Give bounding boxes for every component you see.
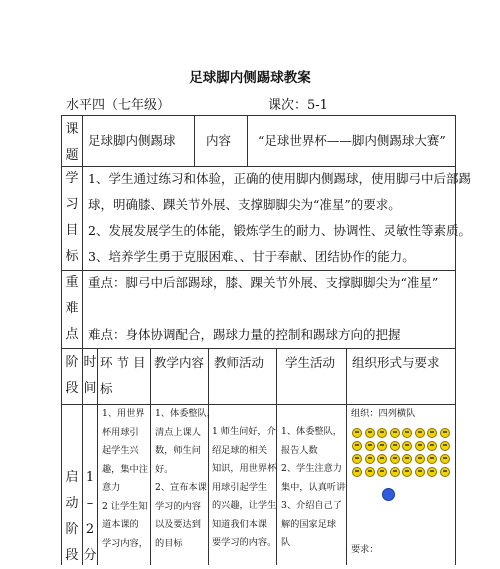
stage-time: 1 – 2 分 bbox=[83, 470, 97, 563]
student-smiley-icon bbox=[402, 467, 412, 477]
header-teacher: 教师活动 bbox=[214, 355, 265, 370]
goal-line: 球，明确膝、踝关节外展、支撑脚脚尖为“准星”的要求。 bbox=[88, 197, 401, 212]
student-smiley-icon bbox=[352, 467, 362, 477]
content-text: “足球世界杯——脚内侧踢球大赛” bbox=[258, 133, 446, 148]
student-smiley-icon bbox=[402, 428, 412, 438]
header-org: 组织形式与要求 bbox=[352, 355, 440, 370]
student-smiley-icon bbox=[440, 428, 450, 438]
goal-line: 3、培养学生勇于克服困难、、甘于奉献、团结协作的能力。 bbox=[88, 249, 415, 264]
student-smiley-icon bbox=[440, 467, 450, 477]
topic-name: 足球脚内侧踢球 bbox=[88, 133, 176, 148]
student-smiley-icon bbox=[365, 441, 375, 451]
focus-row-label: 重 难 点 bbox=[65, 275, 79, 342]
student-smiley-icon bbox=[415, 428, 425, 438]
difficulty-point: 难点：身体协调配合，踢球力量的控制和踢球方向的把握 bbox=[88, 327, 401, 342]
stage-label: 启 动 阶 段 bbox=[65, 470, 79, 563]
student-smiley-icon bbox=[415, 454, 425, 464]
header-student: 学生活动 bbox=[285, 355, 336, 370]
student-smiley-icon bbox=[365, 428, 375, 438]
student-smiley-icon bbox=[402, 454, 412, 464]
goal-line: 1、学生通过练习和体验，正确的使用脚内侧踢球，使用脚弓中后部踢 bbox=[88, 171, 471, 186]
goal-line: 2、发展发展学生的体能，锻炼学生的耐力、协调性、灵敏性等素质。 bbox=[88, 223, 471, 238]
student-smiley-icon bbox=[377, 467, 387, 477]
goals-row-label: 学 习 目 标 bbox=[65, 171, 79, 264]
student-smiley-icon bbox=[402, 441, 412, 451]
student-smiley-icon bbox=[365, 454, 375, 464]
student-smiley-icon bbox=[352, 454, 362, 464]
org-requirements: 要求： bbox=[351, 544, 379, 555]
page-title: 足球脚内侧踢球教案 bbox=[189, 70, 311, 86]
student-smiley-icon bbox=[352, 441, 362, 451]
student-smiley-icon bbox=[377, 428, 387, 438]
student-smiley-icon bbox=[377, 454, 387, 464]
student-smiley-icon bbox=[352, 428, 362, 438]
student-smiley-icon bbox=[440, 454, 450, 464]
level-label: 水平四（七年级） bbox=[66, 98, 171, 113]
teacher-activity: 1 师生问好，介 绍足球的相关 知识，用世界杯 用球引起学生 的兴趣，让学生 知道我们本课 要学习的内容。 bbox=[212, 426, 277, 548]
header-section: 环 节 目 bbox=[100, 355, 146, 370]
header-section-2: 标 bbox=[100, 381, 113, 396]
lesson-number: 课次：5-1 bbox=[268, 98, 328, 113]
header-stage: 阶 段 bbox=[65, 355, 79, 396]
student-smiley-icon bbox=[377, 441, 387, 451]
student-smiley-icon bbox=[440, 441, 450, 451]
header-time: 时 间 bbox=[83, 355, 97, 396]
student-activity: 1、体委整队， 报告人数 2、学生注意力 集中，认真听讲 3、介绍自己了 解的国家足球 队 bbox=[281, 426, 346, 548]
header-content: 教学内容 bbox=[154, 355, 205, 370]
content-label: 内容 bbox=[206, 133, 232, 148]
key-point: 重点：脚弓中后部踢球，膝、踝关节外展、支撑脚脚尖为“准星” bbox=[88, 275, 439, 290]
student-smiley-icon bbox=[390, 428, 400, 438]
student-smiley-icon bbox=[427, 467, 437, 477]
teaching-content: 1、体委整队， 清点上课人 数，师生问 好。 2、宣布本课 学习的内容 以及要达到 的目标 bbox=[155, 408, 216, 549]
student-smiley-icon bbox=[390, 441, 400, 451]
student-smiley-icon bbox=[427, 454, 437, 464]
student-smiley-icon bbox=[365, 467, 375, 477]
student-smiley-icon bbox=[427, 441, 437, 451]
topic-row-label: 课 题 bbox=[65, 122, 79, 163]
student-smiley-icon bbox=[415, 467, 425, 477]
section-goals: 1、用世界 杯用球引 起学生兴 趣，集中注 意力 2 让学生知 道本课的 学习内容， bbox=[102, 408, 148, 549]
student-smiley-icon bbox=[415, 441, 425, 451]
teacher-icon bbox=[382, 488, 395, 501]
student-smiley-icon bbox=[390, 467, 400, 477]
org-title: 组织：四列横队 bbox=[351, 408, 416, 419]
student-smiley-icon bbox=[390, 454, 400, 464]
student-smiley-icon bbox=[427, 428, 437, 438]
